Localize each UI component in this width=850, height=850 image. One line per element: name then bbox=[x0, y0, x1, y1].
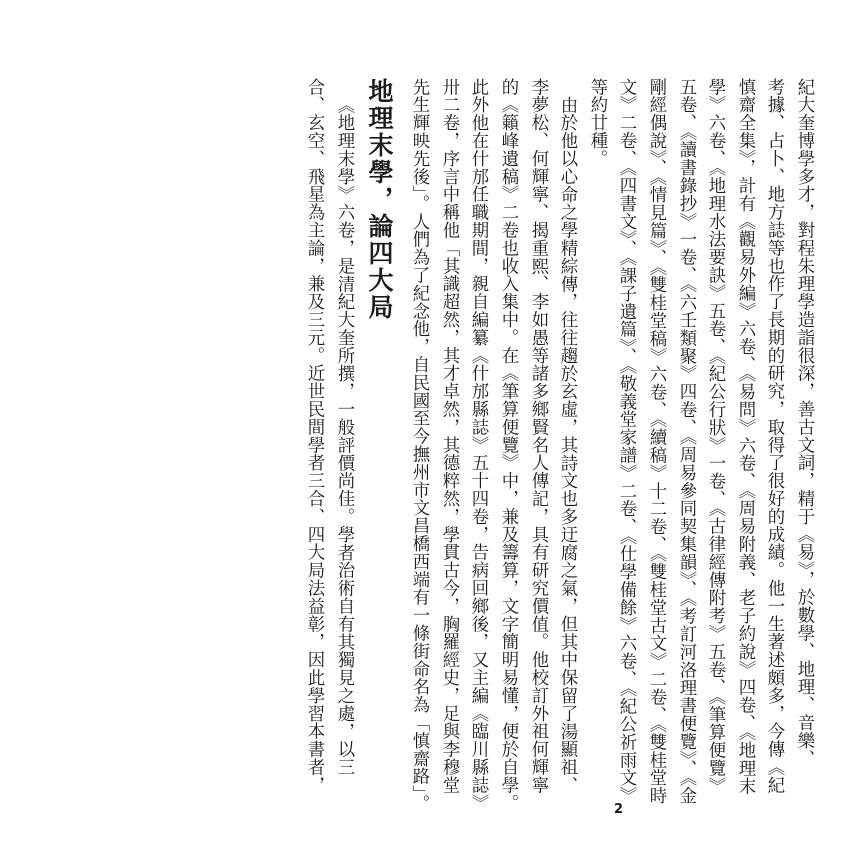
text-column-2: 考據、占卜、地方誌等也作了長期的研究，取得了很好的成績。他一生著述頗多，今傳《紀 bbox=[764, 78, 784, 794]
paragraph-2-column-1: 由於他以心命之學精綜傳，往往趨於玄虛，其詩文也多迂腐之氣，但其中保留了湯顯祖、 bbox=[557, 96, 577, 795]
paragraph-2-column-4: 此外他在什邡任職期間，親自編纂《什邡縣誌》五十四卷，告病回鄉後，又主編《臨川縣誌》 bbox=[468, 78, 488, 812]
paragraph-2-column-6: 先生輝映先後」。人們為了紀念他，自民國至今撫州市文昌橋西端有一條街命名為「慎齋路」。 bbox=[409, 78, 429, 813]
text-column-1: 紀大奎博學多才，對程朱理學造詣很深，善古文詞，精于《易》，於數學、地理、音樂、 bbox=[794, 78, 814, 768]
section-text-column-1: 《地理末學》六卷，是清紀大奎所撰，一般評價尚佳。學者治術自有其獨見之處，以三 bbox=[334, 96, 354, 777]
section-text-column-2: 合、玄空、飛星為主論，兼及三元。近世民間學者三合、四大局法益彰，因此學習本書者， bbox=[304, 78, 324, 794]
text-column-5: 五卷、《讀書錄抄》一卷、《六壬類聚》四卷、《周易參同契集韻》、《考訂河洛理書便覽》、《金 bbox=[676, 78, 696, 805]
text-column-7: 文》二卷、《四書文》、《課子遺篇》、《敬義堂家譜》二卷、《仕學備餘》六卷、《紀公祈雨文》 bbox=[616, 78, 636, 805]
paragraph-2-column-2: 李夢松、何輝寧、揭重熙、李如愚等諸多鄉賢名人傳記，具有研究價值。他校訂外祖何輝寧 bbox=[528, 78, 548, 794]
section-heading: 地理末學，論四大局 bbox=[365, 78, 394, 321]
text-column-6: 剛經偶說》、《情見篇》、《雙桂堂稿》六卷、《續稿》十二卷、《雙桂堂古文》二卷、《雙桂堂時 bbox=[646, 78, 666, 805]
text-column-3: 慎齋全集》，計有《觀易外編》六卷、《易問》六卷、《周易附義、老子約說》四卷、《地理末 bbox=[735, 78, 755, 795]
text-column-8: 等約廿種。 bbox=[587, 78, 607, 168]
text-column-4: 學》六卷、《地理水法要訣》五卷、《紀公行狀》一卷、《古律經傳附考》五卷、《筆算便覽》 bbox=[705, 78, 725, 795]
paragraph-2-column-3: 的《籟峰遺稿》二卷也收入集中。在《筆算便覽》中，兼及籌算，文字簡明易懂，便於自學。 bbox=[498, 78, 518, 812]
paragraph-2-column-5: 卅二卷，序言中稱他「其識超然，其才卓然，其德粹然，學貫古今，胸羅經史，足與李穆堂 bbox=[439, 78, 459, 794]
page-number: 2 bbox=[614, 802, 624, 817]
